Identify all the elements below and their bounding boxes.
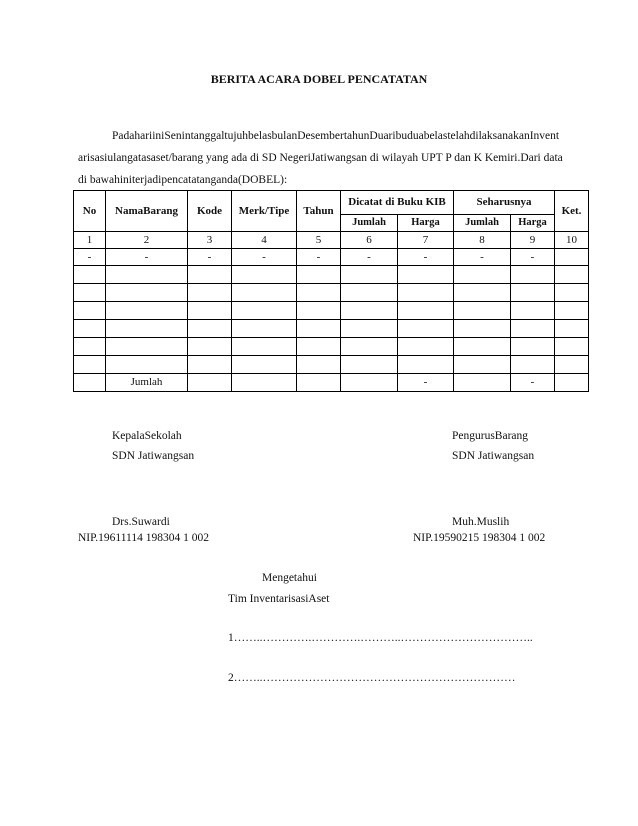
team-label: Tim InventarisasiAset xyxy=(228,593,330,605)
col-number: 5 xyxy=(297,232,341,249)
table-cell: - xyxy=(341,249,398,266)
double-record-table xyxy=(73,190,589,392)
col-number: 7 xyxy=(398,232,454,249)
left-signer-nip: NIP.19611114 198304 1 002 xyxy=(78,532,209,544)
header-kode: Kode xyxy=(188,191,232,232)
col-number: 10 xyxy=(555,232,589,249)
table-row xyxy=(74,266,589,284)
col-number: 3 xyxy=(188,232,232,249)
table-cell xyxy=(555,249,589,266)
table-cell: - xyxy=(398,249,454,266)
header-harga-seharusnya: Harga xyxy=(511,214,555,231)
intro-line-1: PadahariiniSenintanggaltujuhbelasbulanDesembertahunDuaribuduabelastelahdilaksanakanInvent xyxy=(112,130,560,142)
left-signer-role: KepalaSekolah xyxy=(112,430,182,442)
col-number: 1 xyxy=(74,232,106,249)
intro-line-3: di bawahiniterjadipencatatanganda(DOBEL): xyxy=(78,174,288,186)
col-number: 9 xyxy=(511,232,555,249)
right-signer-name: Muh.Muslih xyxy=(452,516,510,528)
table-cell: - xyxy=(232,249,297,266)
table-row xyxy=(74,338,589,356)
table-header-row xyxy=(74,191,589,215)
header-ket: Ket. xyxy=(555,191,589,232)
document-title: BERITA ACARA DOBEL PENCATATAN xyxy=(210,72,428,86)
table-row xyxy=(74,320,589,338)
acknowledge-label: Mengetahui xyxy=(262,572,317,584)
header-no: No xyxy=(74,191,106,232)
left-signer-name: Drs.Suwardi xyxy=(112,516,170,528)
col-number: 2 xyxy=(106,232,188,249)
header-seharusnya: Seharusnya xyxy=(454,191,555,215)
table-row xyxy=(74,249,589,266)
table-cell: - xyxy=(74,249,106,266)
total-label: Jumlah xyxy=(106,374,188,392)
header-nama-barang: NamaBarang xyxy=(106,191,188,232)
col-number: 4 xyxy=(232,232,297,249)
total-harga-seharusnya: - xyxy=(511,374,555,392)
left-signer-org: SDN Jatiwangsan xyxy=(112,450,195,462)
team-member-line-2: 2……..………………………………………………………… xyxy=(228,672,516,684)
table-cell: - xyxy=(188,249,232,266)
right-signer-org: SDN Jatiwangsan xyxy=(452,450,535,462)
header-harga-kib: Harga xyxy=(398,214,454,231)
table-row xyxy=(74,302,589,320)
total-row xyxy=(74,374,589,392)
col-number: 6 xyxy=(341,232,398,249)
column-number-row xyxy=(74,232,589,249)
intro-line-2: arisasiulangatasaset/barang yang ada di SD NegeriJatiwangsan di wilayah UPT P dan K Kemiri.Dari data xyxy=(78,152,563,164)
col-number: 8 xyxy=(454,232,511,249)
table-row xyxy=(74,284,589,302)
table-cell: - xyxy=(454,249,511,266)
header-tahun: Tahun xyxy=(297,191,341,232)
right-signer-nip: NIP.19590215 198304 1 002 xyxy=(413,532,546,544)
right-signer-role: PengurusBarang xyxy=(452,430,529,442)
table-row xyxy=(74,356,589,374)
total-harga-kib: - xyxy=(398,374,454,392)
header-jumlah-seharusnya: Jumlah xyxy=(454,214,511,231)
header-jumlah-kib: Jumlah xyxy=(341,214,398,231)
header-dicatat: Dicatat di Buku KIB xyxy=(341,191,454,215)
team-member-line-1: 1……..………….………….………..…………………………….. xyxy=(228,632,533,644)
table-cell: - xyxy=(297,249,341,266)
header-merk-tipe: Merk/Tipe xyxy=(232,191,297,232)
table-cell: - xyxy=(511,249,555,266)
table-cell: - xyxy=(106,249,188,266)
